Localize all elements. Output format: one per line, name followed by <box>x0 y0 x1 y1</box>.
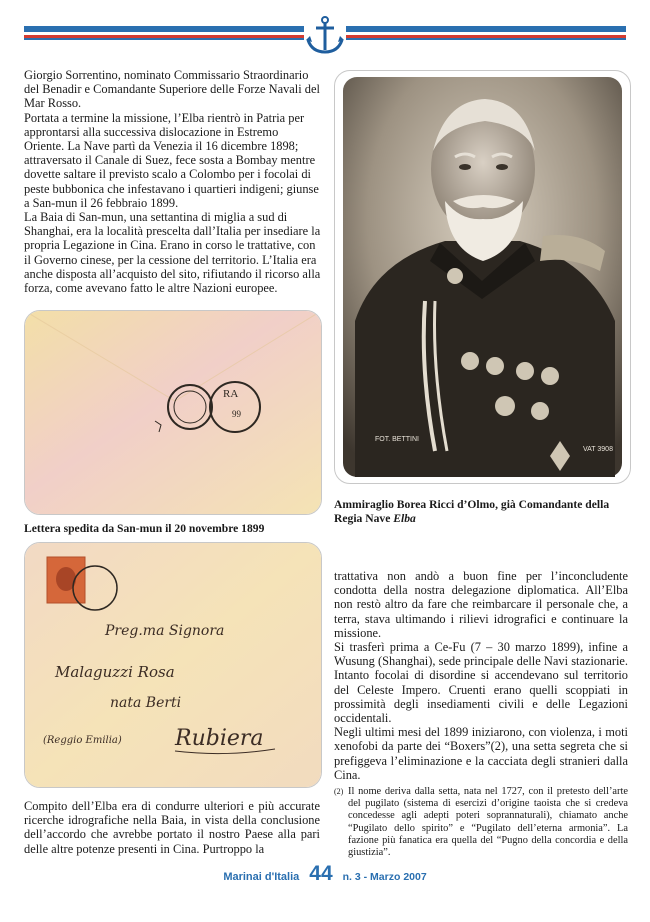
envelope-caption: Lettera spedita da San-mun il 20 novembre 1899 <box>24 522 265 535</box>
paragraph-3: La Baia di San-mun, una settantina di miglia a sud di Shanghai, era la località prescelta dall’Italia per insediare la propria Legazione in Cina. Erano in corso le trattative, con il Governo cinese, per la cessione del territorio. L’Italia era anche disposta all’acquisto del sito, rifiutando il ricorso alla forza, come avevano fatto le altre Nazioni europee. <box>24 210 321 296</box>
studio-code: VAT 3908 <box>583 446 613 453</box>
address-line-3: nata Berti <box>110 695 182 711</box>
page-footer <box>0 862 650 888</box>
paragraph-5: trattativa non andò a buon fine per l’inconcludente condotta della nostra delegazione diplomatica. All’Elba non restò altro da fare che reimbarcare il personale che, a terra, stava ultimando i rilievi idrografici e continuare la missione. <box>334 569 628 640</box>
article-column-top <box>24 68 321 295</box>
postmark-date: 99 <box>232 409 241 419</box>
studio-mark: FOT. BETTINI <box>375 436 419 443</box>
footnote <box>334 786 628 859</box>
address-line-4: (Reggio Emilia) <box>43 735 122 746</box>
envelope-photo-2 <box>24 542 322 788</box>
postmark-text: RA <box>223 388 239 400</box>
page-number: 44 <box>309 862 333 885</box>
envelope-photo-1 <box>24 310 322 515</box>
paragraph-2-text: Portata a termine la missione, l’Elba rientrò in Patria per approntarsi alla successiva dislocazione in Estremo Oriente. La Nave partì da Venezia il 16 dicembre 1898; attraversato il Canale di Suez, fece sosta a Bombay mentre dovette saltare il previsto scalo a Colombo per i focolai di peste bubbonica che infestavano i quartieri indigeni; giunse a San-mun il 26 febbraio 1899. <box>24 110 319 210</box>
portrait-caption-line2 <box>334 512 634 526</box>
paragraph-1: Giorgio Sorrentino, nominato Commissario Straordinario del Benadir e Comandante Superiore delle Forze Navali del Mar Rosso. <box>24 68 320 111</box>
article-column-right <box>334 569 628 782</box>
anchor-icon <box>300 14 350 56</box>
magazine-name: Marinai d'Italia <box>223 871 300 883</box>
footnote-mark: (2) <box>334 787 344 796</box>
portrait-photo <box>334 70 631 484</box>
footnote-text: Il nome deriva dalla setta, nata nel 1727, con il pretesto dell’arte del pugilato (sistema di esercizi d’origine taoista che si credeva concedesse agli adepti poteri soprannaturali), chiamato anche “Pugilato dello spirito” e “Pugilato dell’eterna armonia”. La fazione più fanatica era quella del “Pugno della concordia e della giustizia”. <box>348 786 628 859</box>
caption-ship-name: Elba <box>393 512 416 525</box>
portrait-caption <box>334 498 634 526</box>
address-line-2: Malaguzzi Rosa <box>55 663 175 681</box>
paragraph-2 <box>24 111 321 210</box>
paragraph-6: Si trasferì prima a Ce-Fu (7 – 30 marzo 1899), infine a Wusung (Shanghai), sede principale delle Navi stazionarie. Intanto focolai di disordine si accendevano sul territorio del Celeste Impero. Cruenti erano quelli scoppiati in prossimità degli insediamenti civili e delle Legazioni occidentali. <box>334 640 628 726</box>
article-column-left-bottom <box>24 799 320 856</box>
portrait-caption-line1: Ammiraglio Borea Ricci d’Olmo, già Comandante della <box>334 498 610 511</box>
address-line-5: Rubiera <box>175 726 264 751</box>
issue-label: n. 3 - Marzo 2007 <box>342 871 427 883</box>
caption-text: Regia Nave <box>334 512 394 525</box>
paragraph-7: Negli ultimi mesi del 1899 iniziarono, con violenza, i moti xenofobi da parte dei “Boxers”(2), una setta segreta che si prefiggeva l’eliminazione e la cacciata degli stranieri dalla Cina. <box>334 725 628 782</box>
address-line-1: Preg.ma Signora <box>105 623 225 639</box>
paragraph-4: Compito dell’Elba era di condurre ulteriori e più accurate ricerche idrografiche nella Baia, in vista della conclusione dell’accordo che avrebbe portato il nostro Paese alla pari delle altre potenze presenti in Cina. Purtroppo la <box>24 799 320 856</box>
